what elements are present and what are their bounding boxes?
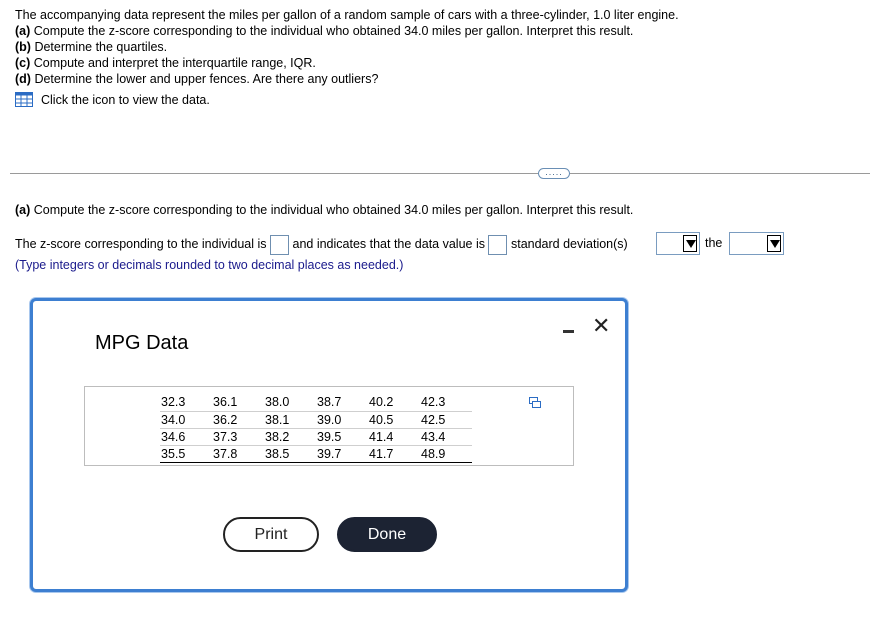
table-cell: 34.6: [160, 428, 212, 445]
part-b-label: (b): [15, 40, 31, 54]
table-cell: 42.3: [420, 394, 472, 411]
part-d-label: (d): [15, 72, 31, 86]
answer-instruction: (Type integers or decimals rounded to two decimal places as needed.): [15, 258, 404, 272]
part-d-text: Determine the lower and upper fences. Are there any outliers?: [34, 72, 379, 86]
table-cell: 40.5: [368, 411, 420, 428]
question-part-b: [15, 39, 167, 55]
expand-more-button[interactable]: .....: [538, 168, 570, 179]
dropdown-arrow-icon[interactable]: [683, 235, 697, 252]
table-cell: 38.2: [264, 428, 316, 445]
std-dev-input[interactable]: [488, 235, 507, 255]
table-cell: 38.1: [264, 411, 316, 428]
mpg-data-table: [160, 394, 472, 463]
question-intro: The accompanying data represent the miles per gallon of a random sample of cars with a three-cylinder, 1.0 liter engine.: [15, 8, 679, 22]
sentence-part-3: standard deviation(s): [510, 237, 628, 251]
part-a-heading-text: Compute the z-score corresponding to the individual who obtained 34.0 miles per gallon. Interpret this result.: [33, 203, 634, 217]
part-a-heading: [15, 203, 633, 217]
part-c-label: (c): [15, 56, 31, 70]
table-cell: 39.5: [316, 428, 368, 445]
table-row: [160, 428, 472, 445]
direction-select[interactable]: [656, 232, 700, 255]
question-part-a: [15, 23, 633, 39]
table-cell: 38.0: [264, 394, 316, 411]
table-cell: 41.4: [368, 428, 420, 445]
table-cell: 42.5: [420, 411, 472, 428]
section-divider: [10, 173, 870, 174]
table-cell: 36.1: [212, 394, 264, 411]
close-icon[interactable]: ✕: [592, 313, 611, 338]
table-row: [160, 445, 472, 462]
table-row: [160, 394, 472, 411]
sentence-part-1: The z-score corresponding to the individual is: [15, 237, 267, 251]
dialog-title: MPG Data: [95, 332, 189, 354]
data-table-container: [84, 386, 574, 466]
done-button[interactable]: Done: [337, 517, 437, 552]
table-cell: 37.3: [212, 428, 264, 445]
table-cell: 35.5: [160, 445, 212, 462]
table-cell: 39.0: [316, 411, 368, 428]
table-cell: 41.7: [368, 445, 420, 462]
minimize-icon[interactable]: [563, 321, 575, 333]
dropdown-arrow-icon[interactable]: [767, 235, 781, 252]
table-cell: 34.0: [160, 411, 212, 428]
table-cell: 43.4: [420, 428, 472, 445]
z-score-input[interactable]: [270, 235, 289, 255]
sentence-part-2: and indicates that the data value is: [292, 237, 485, 251]
sentence-part-4: the: [705, 236, 723, 250]
question-part-c: [15, 55, 316, 71]
table-cell: 39.7: [316, 445, 368, 462]
part-a-label: (a): [15, 24, 31, 38]
table-cell: 38.5: [264, 445, 316, 462]
table-cell: 37.8: [212, 445, 264, 462]
answer-sentence: [15, 234, 628, 255]
mpg-data-dialog: [30, 298, 628, 592]
table-row: [160, 411, 472, 428]
table-cell: 38.7: [316, 394, 368, 411]
view-data-link[interactable]: [15, 92, 210, 108]
table-cell: 32.3: [160, 394, 212, 411]
part-a-heading-label: (a): [15, 203, 31, 217]
table-cell: 40.2: [368, 394, 420, 411]
table-cell: 48.9: [420, 445, 472, 462]
question-part-d: [15, 71, 378, 87]
part-a-text: Compute the z-score corresponding to the individual who obtained 34.0 miles per gallon. Interpret this result.: [33, 24, 634, 38]
part-b-text: Determine the quartiles.: [34, 40, 168, 54]
print-button[interactable]: Print: [223, 517, 319, 552]
view-data-text: Click the icon to view the data.: [41, 93, 210, 107]
data-table-icon[interactable]: [15, 92, 33, 107]
reference-select[interactable]: [729, 232, 784, 255]
copy-data-icon[interactable]: [529, 397, 541, 408]
table-cell: 36.2: [212, 411, 264, 428]
part-c-text: Compute and interpret the interquartile range, IQR.: [33, 56, 316, 70]
